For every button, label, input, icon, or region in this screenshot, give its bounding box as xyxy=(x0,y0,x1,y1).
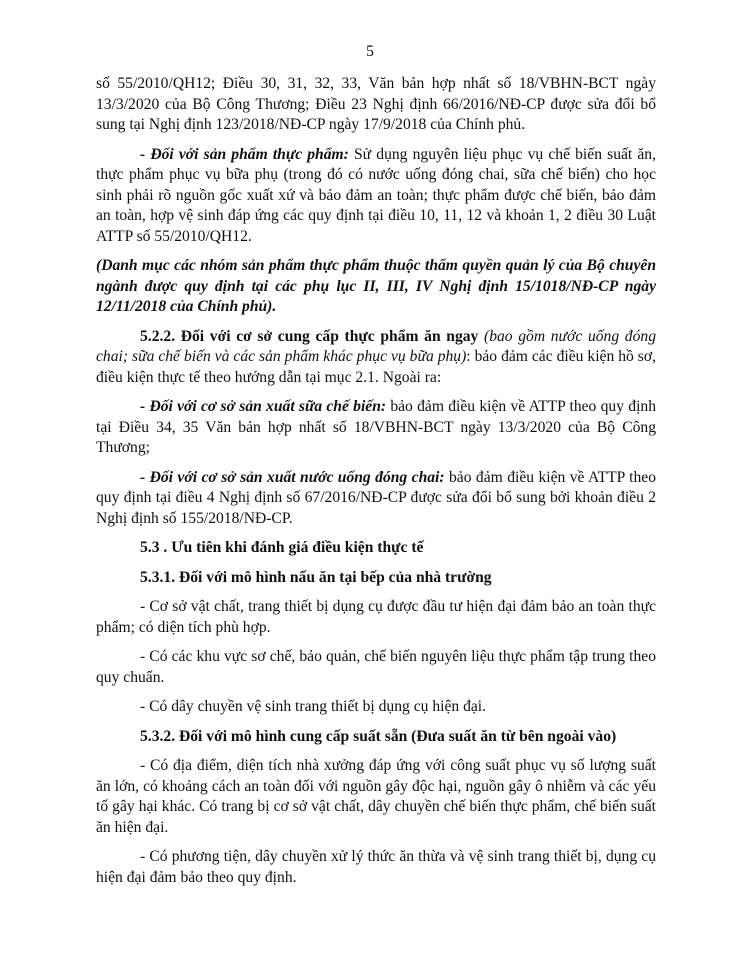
list-item-cleaning-line: - Có dây chuyền vệ sinh trang thiết bị dụng cụ hiện đại. xyxy=(140,698,487,715)
italic-5-2-2: (bao gồm nước uống đóng chai; sữa chế biến và các sản phẩm khác phục vụ bữa phụ) xyxy=(96,327,656,365)
paragraph-catalog-note: (Danh mục các nhóm sản phẩm thực phẩm thuộc thẩm quyền quản lý của Bộ chuyên ngành được quy định tại các phụ lục II, III, IV Nghị định 15/1018/NĐ-CP ngày 12/11/2018 của Chính phủ). xyxy=(96,257,656,315)
text-milk-facility: bảo đảm điều kiện về ATTP theo quy định tại Điều 34, 35 Văn bản hợp nhất số 18/VBHN-BCT ngày 13/3/2020 của Bộ Công Thương; xyxy=(96,398,656,456)
paragraph-legal-refs: số 55/2010/QH12; Điều 30, 31, 32, 33, Văn bản hợp nhất số 18/VBHN-BCT ngày 13/3/2020 của Bộ Công Thương; Điều 23 Nghị định 66/2016/NĐ-CP được sửa đổi bổ sung tại Nghị định 123/2018/NĐ-CP ngày 17/9/2018 của Chính phủ. xyxy=(96,75,656,133)
list-item-facilities: - Cơ sở vật chất, trang thiết bị dụng cụ được đầu tư hiện đại đảm bảo an toàn thực phẩm; có diện tích phù hợp. xyxy=(96,598,656,636)
paragraph-milk-facility xyxy=(96,397,656,459)
list-item-location: - Có địa điểm, diện tích nhà xưởng đáp ứng với công suất phục vụ số lượng suất ăn lớn, có khoảng cách an toàn đối với nguồn gây độc hại, nguồn gây ô nhiễm và các yếu tố gây hại khác. Có trang bị cơ sở vật chất, dây chuyền chế biến thực phẩm, chế biến suất ăn hiện đại. xyxy=(96,757,656,836)
heading-5-3: 5.3 . Ưu tiên khi đánh giá điều kiện thực tế xyxy=(140,539,424,556)
paragraph-water-facility xyxy=(96,468,656,530)
list-item-waste-handling: - Có phương tiện, dây chuyền xử lý thức ăn thừa và vệ sinh trang thiết bị, dụng cụ hiện đại đảm bảo theo quy định. xyxy=(96,848,656,886)
text-food-products: Sử dụng nguyên liệu phục vụ chế biến suất ăn, thực phẩm phục vụ bữa phụ (trong đó có nước uống đóng chai, sữa chế biến) cho học sinh phải rõ nguồn gốc xuất xứ và bảo đảm an toàn; thực phẩm được chế biến, bảo đảm an toàn, hợp vệ sinh đáp ứng các quy định tại điều 10, 11, 12 và khoản 1, 2 điều 30 Luật ATTP số 55/2010/QH12. xyxy=(96,145,657,245)
heading-5-3-1: 5.3.1. Đối với mô hình nấu ăn tại bếp của nhà trường xyxy=(140,568,492,586)
paragraph-food-products xyxy=(96,145,656,248)
paragraph-5-2-2 xyxy=(96,327,656,389)
lead-water-facility: - Đối với cơ sở sản xuất nước uống đóng chai: xyxy=(140,468,445,486)
text-water-facility: bảo đảm điều kiện về ATTP theo quy định tại điều 4 Nghị định số 67/2016/NĐ-CP được sửa đổi bổ sung bởi khoản điều 2 Nghị định số 155/2018/NĐ-CP. xyxy=(96,468,656,527)
heading-5-3-2: 5.3.2. Đối với mô hình cung cấp suất sẵn (Đưa suất ăn từ bên ngoài vào) xyxy=(140,727,617,745)
list-item-processing-areas: - Có các khu vực sơ chế, bảo quản, chế biến nguyên liệu thực phẩm tập trung theo quy chuẩn. xyxy=(96,648,656,686)
heading-5-2-2: 5.2.2. Đối với cơ sở cung cấp thực phẩm ăn ngay xyxy=(140,327,479,345)
page-number: 5 xyxy=(366,43,374,60)
lead-milk-facility: - Đối với cơ sở sản xuất sữa chế biến: xyxy=(140,398,387,415)
text-5-2-2: : bảo đảm các điều kiện hồ sơ, điều kiện thực tế theo hướng dẫn tại mục 2.1. Ngoài ra: xyxy=(96,348,657,386)
document-body xyxy=(96,74,656,897)
lead-food-products: - Đối với sản phẩm thực phẩm: xyxy=(140,145,349,163)
